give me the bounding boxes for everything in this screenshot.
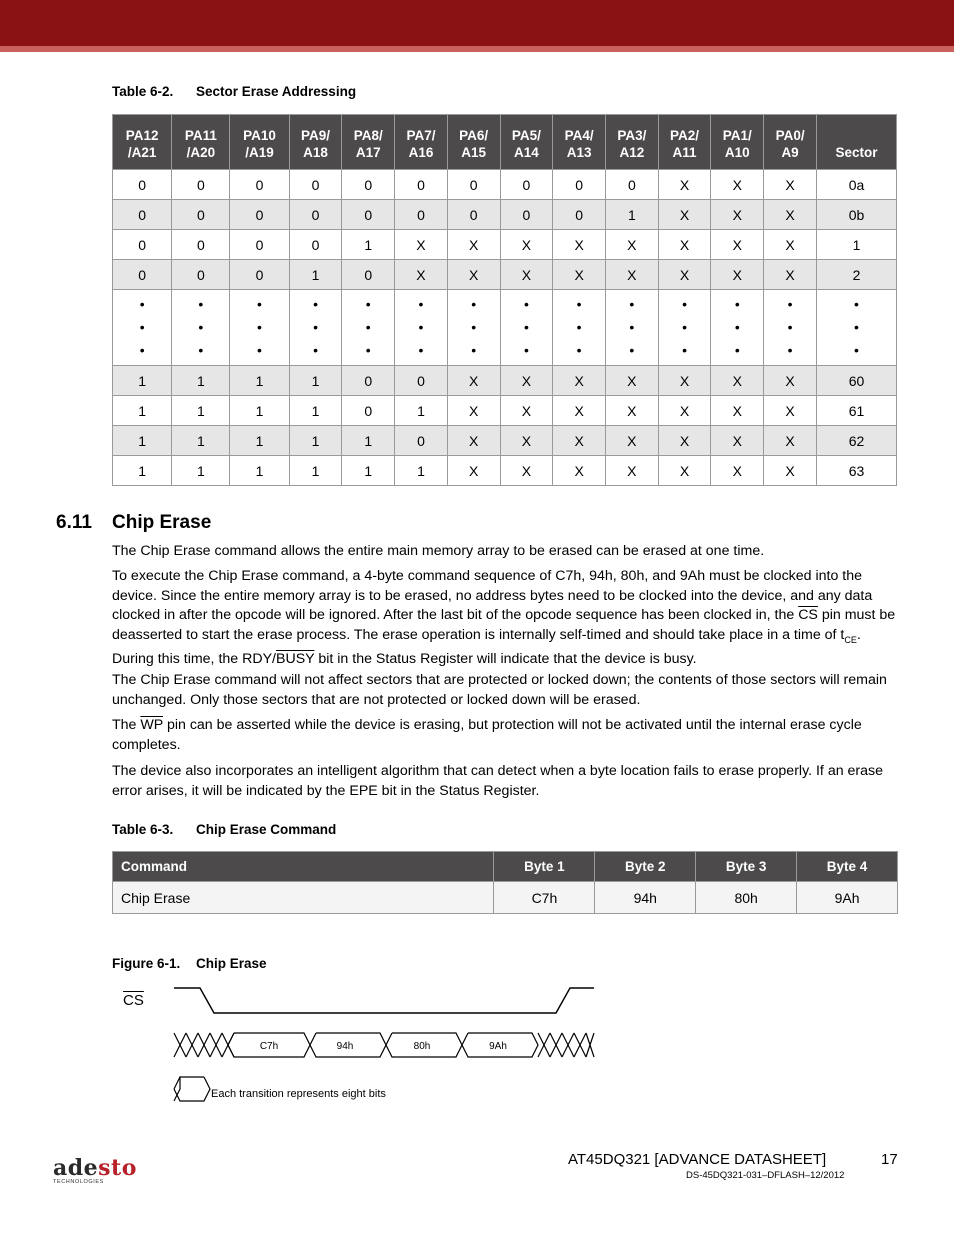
figure-title: Chip Erase [196,956,267,971]
column-header: PA1/ A10 [711,115,764,170]
table-cell: 0 [553,200,606,230]
table-cell: X [500,230,553,260]
table-cell: 0 [342,396,395,426]
table-cell: 80h [696,882,797,914]
table-cell: 0 [395,426,448,456]
table-cell: 0 [605,170,658,200]
page-number: 17 [881,1151,898,1168]
table-cell: • • • [342,290,395,366]
chip-erase-command-table [112,851,898,914]
figure-number: Figure 6-1. [112,956,181,971]
table-cell: X [447,426,500,456]
table-cell: X [764,396,817,426]
table-cell: 1 [230,456,289,486]
table-cell: 0 [342,260,395,290]
table-cell: 0 [395,170,448,200]
cs-waveform [174,988,594,1013]
table-cell: Chip Erase [113,882,494,914]
table-cell: 0 [447,170,500,200]
table-cell: X [500,456,553,486]
table-cell: 1 [342,230,395,260]
table-cell: 0 [395,200,448,230]
table-cell: X [447,260,500,290]
table-cell: X [553,260,606,290]
table-cell: 1 [342,426,395,456]
table-cell: 61 [817,396,897,426]
table-cell: X [553,366,606,396]
table-cell: X [764,366,817,396]
table-cell: 1 [172,366,230,396]
table-cell: 1 [605,200,658,230]
table-cell: X [764,170,817,200]
table-cell: 1 [289,426,342,456]
table-cell: 0a [817,170,897,200]
table-cell: 1 [289,366,342,396]
table-cell: X [553,396,606,426]
table-cell: X [395,260,448,290]
table-cell: X [395,230,448,260]
table-cell: 0 [230,260,289,290]
table-cell: C7h [494,882,595,914]
wp-signal: $\overline{WP}$ [140,717,163,733]
table-cell: X [447,366,500,396]
table-cell: X [500,260,553,290]
table-cell: 2 [817,260,897,290]
table-row [113,200,897,230]
table-cell: 1 [172,456,230,486]
table-cell: X [711,396,764,426]
table-cell: 0 [230,230,289,260]
tce-subscript: CE [844,634,857,645]
table-cell: X [764,260,817,290]
table-cell: X [553,230,606,260]
byte-label-c7h: C7h [259,1041,279,1052]
table-number: Table 6-2. [112,84,174,99]
column-header: Sector [817,115,897,170]
table-cell: 1 [289,456,342,486]
table-row [113,290,897,366]
table-cell: 0 [342,200,395,230]
table-cell: 1 [172,426,230,456]
table-cell: X [605,366,658,396]
table-cell: 1 [395,456,448,486]
column-header: PA9/ A18 [289,115,342,170]
table-cell: 0 [553,170,606,200]
table-cell: 1 [230,366,289,396]
column-header: Byte 4 [797,852,898,882]
paragraph-4: The $\overline{WP}$ pin can be asserted while the device is erasing, but protection will not be activated until the internal erase cycle completes. [112,717,862,753]
table-cell: X [658,260,711,290]
table-cell: 1 [342,456,395,486]
table-row [113,396,897,426]
table-cell: 0 [342,366,395,396]
table-cell: X [764,200,817,230]
table-cell: 1 [113,366,172,396]
table-cell: X [658,170,711,200]
paragraph-2: To execute the Chip Erase command, a 4-byte command sequence of C7h, 94h, 80h, and 9Ah must be clocked into the device. Since the entire memory array is to be erased, no address bytes need to be clocked into the device, and any data clocked in after the opcode will be ignored. After the last bit of the opcode sequence has been clocked in, the $\overline{CS}$ pin must be deasserted to start the erase process. The erase operation is internally self-timed and should take place in a time of $t_{CE}$. During this time, the RDY/BUSY bit in the Status Register will indicate that the device is busy. [112,568,896,668]
column-header: PA11 /A20 [172,115,230,170]
column-header: PA0/ A9 [764,115,817,170]
table-cell: X [711,366,764,396]
cs-signal: $\overline{CS}$ [798,607,818,624]
table-cell: 0 [230,170,289,200]
table-row [113,366,897,396]
table-cell: 1 [113,426,172,456]
table-cell: X [711,260,764,290]
table-cell: X [553,456,606,486]
bus-xx-right [538,1033,594,1057]
document-id: DS-45DQ321-031–DFLASH–12/2012 [686,1170,845,1181]
column-header: Byte 1 [494,852,595,882]
header-banner-stripe [0,46,954,52]
table-cell: • • • [711,290,764,366]
table-cell: 62 [817,426,897,456]
column-header: Command [113,852,494,882]
table-cell: • • • [764,290,817,366]
section-number: 6.11 [56,512,92,533]
table-row [113,230,897,260]
table-cell: • • • [605,290,658,366]
table-cell: 0 [113,170,172,200]
byte-label-94h: 94h [336,1041,354,1052]
table-cell: • • • [113,290,172,366]
table-cell: X [658,230,711,260]
table-cell: 1 [230,396,289,426]
byte-label-80h: 80h [413,1041,431,1052]
table-cell: X [605,260,658,290]
table-cell: 0 [172,230,230,260]
table-cell: X [658,366,711,396]
table-cell: X [605,230,658,260]
table-cell: • • • [289,290,342,366]
table-row [113,170,897,200]
table-header-row [113,115,897,170]
busy-signal: BUSY [276,651,315,668]
table-cell: 1 [289,396,342,426]
adesto-logo: adesto TECHNOLOGIES [53,1155,137,1185]
section-title: Chip Erase [112,512,212,533]
table-cell: X [764,426,817,456]
table-cell: X [658,200,711,230]
table-cell: X [605,456,658,486]
column-header: PA10 /A19 [230,115,289,170]
table-6-2-caption [112,84,356,99]
table-cell: • • • [658,290,711,366]
table-cell: X [764,456,817,486]
column-header: PA6/ A15 [447,115,500,170]
table-cell: X [447,456,500,486]
table-cell: 60 [817,366,897,396]
section-heading [56,512,211,534]
table-cell: 1 [395,396,448,426]
table-cell: X [447,230,500,260]
table-cell: 0 [395,366,448,396]
cs-waveform-label: $\overline{CS}$ [123,992,144,1009]
table-cell: X [764,230,817,260]
table-cell: X [658,426,711,456]
table-cell: • • • [447,290,500,366]
table-cell: X [711,230,764,260]
sector-erase-table [112,114,897,486]
table-cell: 0 [289,230,342,260]
column-header: PA2/ A11 [658,115,711,170]
table-cell: 1 [113,456,172,486]
bus-xx-left [174,1033,234,1057]
paragraph-1: The Chip Erase command allows the entire main memory array to be erased can be erased at one time. [112,543,765,559]
figure-6-1-caption [112,956,267,971]
table-cell: 0b [817,200,897,230]
table-number: Table 6-3. [112,822,174,837]
table-cell: 0 [289,170,342,200]
column-header: PA7/ A16 [395,115,448,170]
header-banner [0,0,954,46]
table-cell: X [711,456,764,486]
column-header: PA4/ A13 [553,115,606,170]
table-cell: 0 [113,260,172,290]
table-6-3-caption [112,822,336,837]
column-header: Byte 3 [696,852,797,882]
table-cell: 0 [447,200,500,230]
paragraph-5: The device also incorporates an intelligent algorithm that can detect when a byte location fails to erase properly. If an erase error arises, it will be indicated by the EPE bit in the Status Register. [112,763,884,799]
table-cell: 1 [172,396,230,426]
table-cell: X [711,200,764,230]
table-cell: X [553,426,606,456]
transition-legend-note: Each transition represents eight bits [211,1088,386,1100]
table-cell: 0 [172,260,230,290]
table-cell: 0 [230,200,289,230]
table-cell: • • • [172,290,230,366]
table-cell: 0 [500,200,553,230]
table-cell: X [500,426,553,456]
table-cell: 1 [230,426,289,456]
table-cell: X [658,456,711,486]
table-cell: 0 [289,200,342,230]
table-cell: 1 [817,230,897,260]
table-cell: X [605,426,658,456]
table-cell: 0 [342,170,395,200]
table-cell: X [711,170,764,200]
table-cell: X [605,396,658,426]
table-cell: 63 [817,456,897,486]
table-cell: X [658,396,711,426]
column-header: Byte 2 [595,852,696,882]
table-title: Chip Erase Command [196,822,337,837]
table-cell: 0 [113,200,172,230]
table-cell: X [500,366,553,396]
column-header: PA8/ A17 [342,115,395,170]
table-row [113,426,897,456]
legend-transition-symbol [174,1077,210,1101]
table-row [113,882,898,914]
table-cell: • • • [230,290,289,366]
column-header: PA5/ A14 [500,115,553,170]
table-title: Sector Erase Addressing [196,84,357,99]
table-cell: • • • [553,290,606,366]
table-row [113,260,897,290]
table-cell: 0 [500,170,553,200]
table-cell: X [500,396,553,426]
table-cell: 0 [113,230,172,260]
table-cell: • • • [817,290,897,366]
column-header: PA3/ A12 [605,115,658,170]
table-row [113,456,897,486]
table-cell: • • • [395,290,448,366]
table-cell: 0 [172,200,230,230]
table-cell: 1 [289,260,342,290]
table-cell: • • • [500,290,553,366]
table-cell: 94h [595,882,696,914]
table-cell: 0 [172,170,230,200]
table-header-row [113,852,898,882]
table-cell: X [447,396,500,426]
footer-document-title: AT45DQ321 [ADVANCE DATASHEET] [568,1151,827,1168]
table-cell: 1 [113,396,172,426]
table-cell: 9Ah [797,882,898,914]
byte-label-9ah: 9Ah [489,1041,507,1052]
column-header: PA12 /A21 [113,115,172,170]
table-cell: X [711,426,764,456]
paragraph-3: The Chip Erase command will not affect sectors that are protected or locked down; the contents of those sectors will remain unchanged. Only those sectors that are not protected or locked down will be erased. [112,672,887,708]
